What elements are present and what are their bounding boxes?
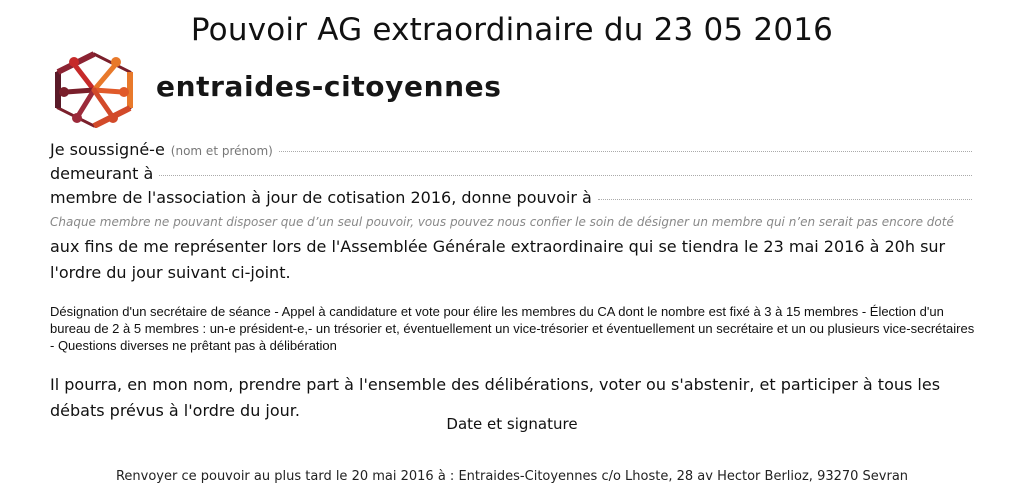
hexagon-people-logo — [52, 50, 136, 128]
address-label: demeurant à — [50, 164, 154, 183]
brand-name: entraides-citoyennes — [156, 70, 502, 103]
proxy-dotted-line[interactable] — [598, 198, 972, 200]
agenda-paragraph: Désignation d'un secrétaire de séance - Appel à candidature et vote pour élire les membres du CA dont le nombre est fixé à 3 à 15 membres - Élection d'un bureau de 2 à 5 membres : un-e président-e,- un trésorier et, éventuellement un vice-trésorier et éventuellement un secrétaire et un ou plusieurs vice-secrétaires - Questions diverses ne prêtant pas à délibération — [50, 304, 975, 353]
name-label: Je soussigné-e — [50, 140, 165, 159]
document-title: Pouvoir AG extraordinaire du 23 05 2016 — [190, 12, 834, 48]
signature-label: Date et signature — [446, 415, 578, 433]
address-dotted-line[interactable] — [159, 174, 972, 176]
proxy-field[interactable] — [50, 188, 972, 207]
name-field[interactable] — [50, 140, 972, 159]
footer-return-address: Renvoyer ce pouvoir au plus tard le 20 mai 2016 à : Entraides-Citoyennes c/o Lhoste, 28 av Hector Berlioz, 93270 Sevran — [115, 469, 909, 484]
closing-paragraph: Il pourra, en mon nom, prendre part à l'ensemble des délibérations, voter ou s'abstenir, et participer à tous les débats prévus à l'ordre du jour. — [50, 375, 941, 420]
name-dotted-line[interactable] — [279, 150, 972, 152]
purpose-paragraph: aux fins de me représenter lors de l'Assemblée Générale extraordinaire qui se tiendra le 23 mai 2016 à 20h sur l'ordre du jour suivant ci-joint. — [50, 237, 946, 282]
name-hint: (nom et prénom) — [170, 144, 273, 158]
proxy-label: membre de l'association à jour de cotisation 2016, donne pouvoir à — [50, 188, 592, 207]
proxy-note: Chaque membre ne pouvant disposer que d’un seul pouvoir, vous pouvez nous confier le soin de désigner un membre qui n’en serait pas encore doté — [50, 215, 954, 229]
address-field[interactable] — [50, 164, 972, 183]
